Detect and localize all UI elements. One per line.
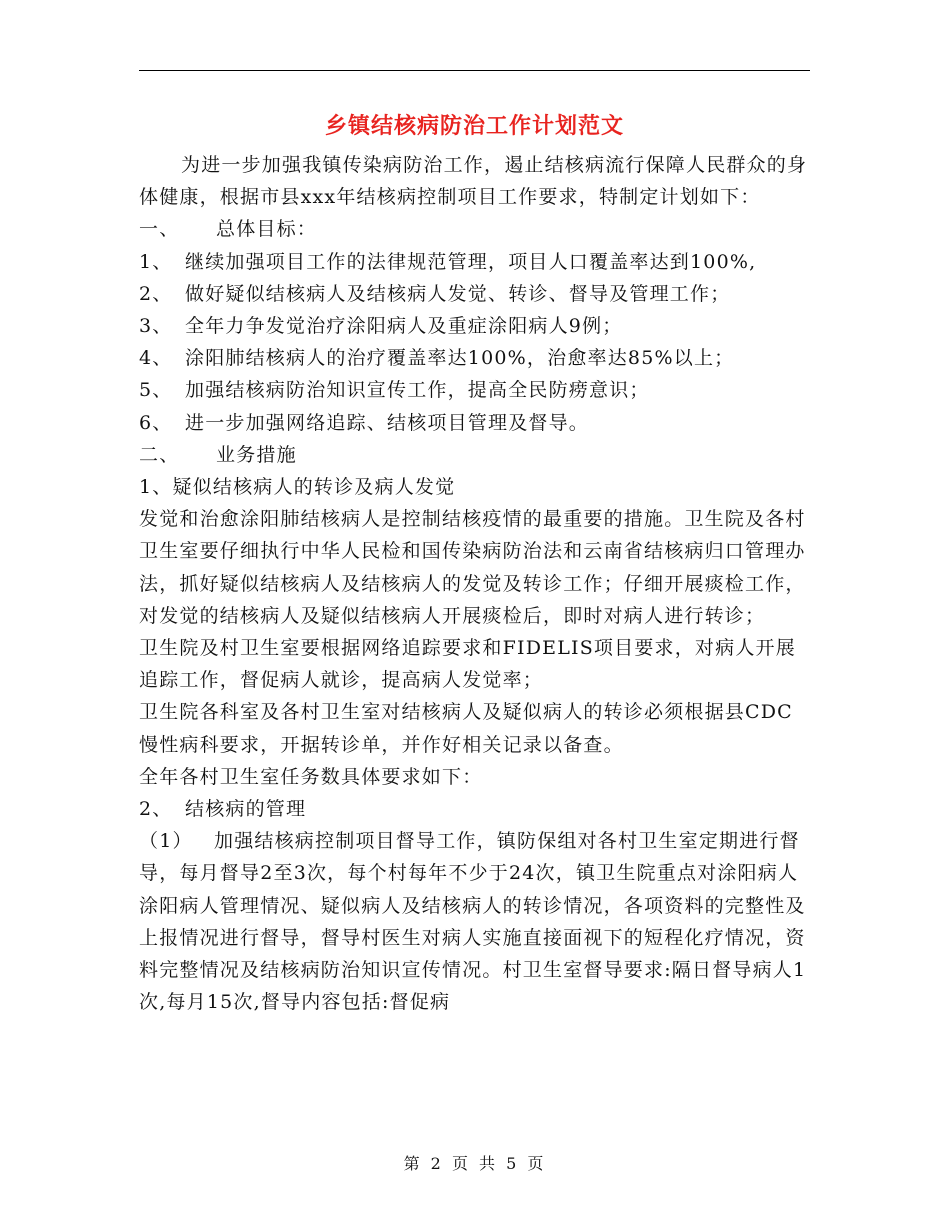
subsection-heading-text: 结核病的管理	[185, 798, 307, 821]
goal-number: 3、	[139, 315, 173, 338]
section-number: 二、	[139, 443, 180, 466]
section-heading-text: 总体目标：	[216, 218, 318, 241]
goal-number: 2、	[139, 282, 173, 305]
body-paragraph: 全年各村卫生室任务数具体要求如下：	[139, 765, 483, 788]
goal-item	[139, 278, 810, 310]
goal-number: 4、	[139, 347, 173, 370]
subsection-heading	[139, 793, 810, 825]
goal-item	[139, 342, 810, 374]
goal-item	[139, 374, 810, 406]
section-heading-measures	[139, 439, 810, 471]
body-paragraph: 卫生院各科室及各村卫生室对结核病人及疑似病人的转诊必须根据县CDC慢性病科要求，开据转诊单，并作好相关记录以备查。	[139, 701, 793, 756]
goal-item	[139, 407, 810, 439]
item-text: 加强结核病控制项目督导工作，镇防保组对各村卫生室定期进行督导，每月督导2至3次，每个村每年不少于24次，镇卫生院重点对涂阳病人涂阳病人管理情况、疑似病人及结核病人的转诊情况，各项资料的完整性及上报情况进行督导，督导村医生对病人实施直接面视下的短程化疗情况，资料完整情况及结核病防治知识宣传情况。村卫生室督导要求:隔日督导病人1次,每月15次,督导内容包括:督促病	[139, 830, 807, 1014]
header-rule	[139, 70, 810, 71]
page-footer: 第 2 页 共 5 页	[403, 1154, 547, 1173]
body-paragraph	[139, 825, 810, 1018]
body-paragraph: 卫生院及村卫生室要根据网络追踪要求和FIDELIS项目要求，对病人开展追踪工作，督促病人就诊，提高病人发觉率；	[139, 637, 796, 692]
goal-text: 做好疑似结核病人及结核病人发觉、转诊、督导及管理工作；	[185, 282, 731, 305]
goal-item	[139, 310, 810, 342]
goal-text: 进一步加强网络追踪、结核项目管理及督导。	[185, 411, 590, 434]
section-heading-text: 业务措施	[216, 443, 297, 466]
document-title: 乡镇结核病防治工作计划范文	[324, 113, 624, 139]
item-number: （1）	[139, 830, 193, 853]
section-number: 一、	[139, 218, 180, 241]
goal-text: 涂阳肺结核病人的治疗覆盖率达100%，治愈率达85%以上；	[185, 347, 735, 370]
document-body	[139, 149, 810, 1018]
goal-text: 继续加强项目工作的法律规范管理，项目人口覆盖率达到100%,	[185, 250, 757, 273]
goal-number: 1、	[139, 250, 173, 273]
intro-paragraph: 为进一步加强我镇传染病防治工作，遏止结核病流行保障人民群众的身体健康，根据市县xxx年结核病控制项目工作要求，特制定计划如下：	[139, 154, 808, 209]
subsection-heading: 1、疑似结核病人的转诊及病人发觉	[139, 476, 456, 499]
goal-text: 加强结核病防治知识宣传工作，提高全民防痨意识；	[185, 379, 650, 402]
goal-text: 全年力争发觉治疗涂阳病人及重症涂阳病人9例；	[185, 315, 623, 338]
subsection-number: 2、	[139, 798, 173, 821]
goal-number: 5、	[139, 379, 173, 402]
goal-number: 6、	[139, 411, 173, 434]
section-heading-goals	[139, 213, 810, 245]
body-paragraph: 发觉和治愈涂阳肺结核病人是控制结核疫情的最重要的措施。卫生院及各村卫生室要仔细执行中华人民检和国传染病防治法和云南省结核病归口管理办法，抓好疑似结核病人及结核病人的发觉及转诊工作；仔细开展痰检工作，对发觉的结核病人及疑似结核病人开展痰检后，即时对病人进行转诊；	[139, 508, 806, 627]
goal-item	[139, 246, 810, 278]
